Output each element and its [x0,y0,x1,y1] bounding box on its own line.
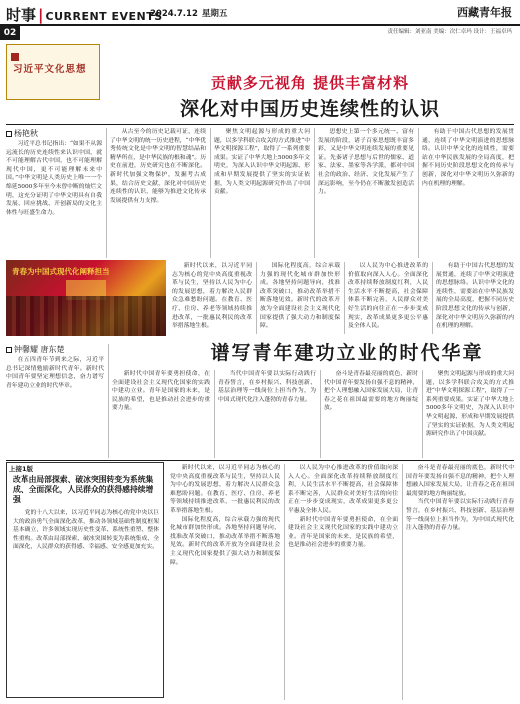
continued-label: 上接1版 [9,465,34,473]
article1-col1: 习近平总书记指出：“如果不从源远流长的历史连续性来认识中国，就不可能理解古代中国，也不可能理解现代中国，更不可能理解未来中国。”中华文明是人类历史上唯一一个绵延5000多年至今未曾中断的灿烂文明，这充分证明了中华文明具有自我发展、回应挑战、开创新局的文化主体性与旺盛生命力。 [6,141,102,216]
sidebar-box [6,462,164,698]
section-label: 时事 | CURRENT EVENTS [6,6,163,24]
article1-col5: 有助于中国古代思想的发展贯通，连续了中华文明演进的思想脉络。认识中华文化的连续性，需要站在中华民族发展的全局高度，把握不同历史阶段思想文化的传承与创新，深化对中华文明历久弥新的内在机理的理解。 [422,129,514,187]
article2-title: 谱写青年建功立业的时代华章 [210,342,484,364]
col-divider [284,464,285,700]
divider [6,460,514,461]
author-name: 杨艳秋 [14,129,38,138]
article2-col2: 新时代中国青年要勇担使命，在全面建设社会主义现代化国家的实践中建功立业。青年是国家的未来，是民族的希望，也是推动社会进步的重要力量。 [112,371,210,412]
col-divider [432,262,433,334]
masthead [0,0,520,38]
column-logo-text: 习近平文化思想 [13,64,87,75]
date-text: 2024.7.12 [150,9,198,19]
article1-col3: 聚焦文明起源与形成的重大问题，以多学科联合攻关的方式推进“中华文明探源工程”，取得了一系列重要成果。实证了中华大地上5000多年文明史，为深入认识中华文明起源、形成和早期发展提供了坚实的实证依据，为人类文明起源研究作出了中国贡献。 [214,129,310,196]
col-divider [418,128,419,258]
col-divider [108,344,109,458]
article1-title: 深化对中国历史连续性的认识 [179,98,440,120]
col-divider [314,128,315,258]
photo-caption: 青春为中国式现代化阐释担当 [12,267,110,276]
header-rule [0,24,520,26]
article2-col1: 在五四青年节到来之际，习近平总书记深情勉励新时代青年。新时代中国青年要坚定理想信念，奋力谱写青年建功立业的时代华章。 [6,357,104,389]
sidebar-body: 党的十八大以来，以习近平同志为核心的党中央以巨大的政治勇气全面深化改革，推动各领域基础性制度框架基本确立，许多领域实现历史性变革、系统性重塑、整体性重构。改革由局部探索、破冰突围转变为系统集成、全面深化，人民群众的获得感、幸福感、安全感更加充实。 [13,510,159,551]
article1-continued-a: 新时代以来，以习近平同志为核心的党中央高度重视改革与民生，坚持以人民为中心的发展思想，着力解决人民群众急难愁盼问题。在教育、医疗、住房、养老等领域持续推进改革，一批惠民利民的改革举措落地生根。 [172,263,252,330]
article1-banner [6,44,514,120]
col-divider [320,370,321,458]
divider [6,124,514,125]
editors-credit: 责任编辑：刘亚南 美编：次仁卓玛 设计：王福卓玛 [387,29,512,35]
author-icon [6,131,12,137]
article3-col2: 以人民为中心推进改革的价值取向深入人心。全面深化改革持续释放制度红利，人民生活水平不断提高，社会保障体系不断完善，人民群众对美好生活的向往正在一步步变成现实，改革成果更多更公平惠及全体人民。 新时代中国青年要勇担使命，在全面建设社会主义现代化国家的实践中建功立业。青年是国家的未来，是民族的希望，也是推动社会进步的重要力量。 [288,465,398,549]
col-divider [210,128,211,258]
issue-date [150,7,231,19]
article1-continued-d: 有助于中国古代思想的发展贯通，连续了中华文明演进的思想脉络。认识中华文化的连续性，需要站在中华民族发展的全局高度，把握不同历史阶段思想文化的传承与创新，深化对中华文明历久弥新的内在机理的理解。 [436,263,514,330]
article2-col5: 聚焦文明起源与形成的重大问题，以多学科联合攻关的方式推进“中华文明探源工程”，取得了一系列重要成果。实证了中华大地上5000多年文明史，为深入认识中华文明起源、形成和早期发展提供了坚实的实证依据，为人类文明起源研究作出了中国贡献。 [426,371,514,438]
article1-author [6,128,38,139]
article1-col2: 从古至今的历史记载可证，连续了中华文明的统一历史进程，“中华优秀传统文化是中华文明的智慧结晶和精华所在，是中华民族的根和魂”。历史在前进，历史研究也在不断深化。新时代加强文物保护，发掘考古成果，结合历史文献，深化对中国历史连续性的认识，能够为推进文化传承发展提供有力支撑。 [110,129,206,204]
article2-col4: 奋斗是青春最亮丽的底色，新时代中国青年要发扬自强不息的精神，把个人理想融入国家发展大局，让青春之花在祖国最需要的地方绚丽绽放。 [324,371,418,412]
article3-col3: 奋斗是青春最亮丽的底色，新时代中国青年要发扬自强不息的精神，把个人理想融入国家发展大局，让青春之花在祖国最需要的地方绚丽绽放。 当代中国青年要以实际行动践行青春誓言，在乡村振兴、科技创新、基层治理等一线岗位上担当作为，为中国式现代化注入蓬勃的青春力量。 [406,465,514,532]
section-cn: 时事 [6,6,37,24]
article2-photo [6,260,166,336]
article1-col4: 思想史上第一个多元统一、富有发展的阶段，诸子百家思想既丰富多彩，又是中华文明连续发展的重要见证。先秦诸子思想与后世的儒家、道家、法家、墨家等各学派，都对中国社会的政治、经济、文化发展产生了深远影响，至今仍在不断激发创造活力。 [318,129,414,196]
col-divider [402,464,403,700]
author-name: 钟馨耀 唐东楚 [14,345,65,354]
col-divider [214,370,215,458]
article1-subtitle: 贡献多元视角 提供丰富材料 [210,74,410,92]
page-number: 02 [0,26,20,40]
article2-col3: 当代中国青年要以实际行动践行青春誓言，在乡村振兴、科技创新、基层治理等一线岗位上担当作为，为中国式现代化注入蓬勃的青春力量。 [218,371,316,403]
article1-continued-b: 国际化程度高，综合承载力强的现代化城市群加快形成。各地坚持问题导向，找准改革突破口，推动改革举措不断落地见效。新时代的改革开放为全面建设社会主义现代化国家提供了强大动力和制度保障。 [260,263,340,330]
article1-continued-c: 以人民为中心推进改革的价值取向深入人心。全面深化改革持续释放制度红利，人民生活水平不断提高，社会保障体系不断完善，人民群众对美好生活的向往正在一步步变成现实，改革成果更多更公平惠及全体人民。 [348,263,428,330]
article3-col1: 新时代以来，以习近平同志为核心的党中央高度重视改革与民生，坚持以人民为中心的发展思想，着力解决人民群众急难愁盼问题。在教育、医疗、住房、养老等领域持续推进改革，一批惠民利民的改革举措落地生根。 国际化程度高，综合承载力强的现代化城市群加快形成。各地坚持问题导向，找准改革突破口，推动改革举措不断落地见效。新时代的改革开放为全面建设社会主义现代化国家提供了强大动力和制度保障。 [170,465,280,566]
sidebar-title: 改革由局部探索、破冰突围转变为系统集成、全面深化，人民群众的获得感持续增强 [13,475,154,504]
column-logo [6,44,100,100]
crowd-shape [6,296,166,336]
seal-icon [11,53,19,61]
author-icon [6,347,12,353]
paper-name: 西藏青年报 [457,6,512,19]
col-divider [256,262,257,334]
col-divider [106,128,107,258]
col-divider [344,262,345,334]
article2-author [6,344,65,355]
col-divider [422,370,423,458]
weekday-text: 星期五 [201,9,228,19]
section-en: CURRENT EVENTS [45,10,163,23]
